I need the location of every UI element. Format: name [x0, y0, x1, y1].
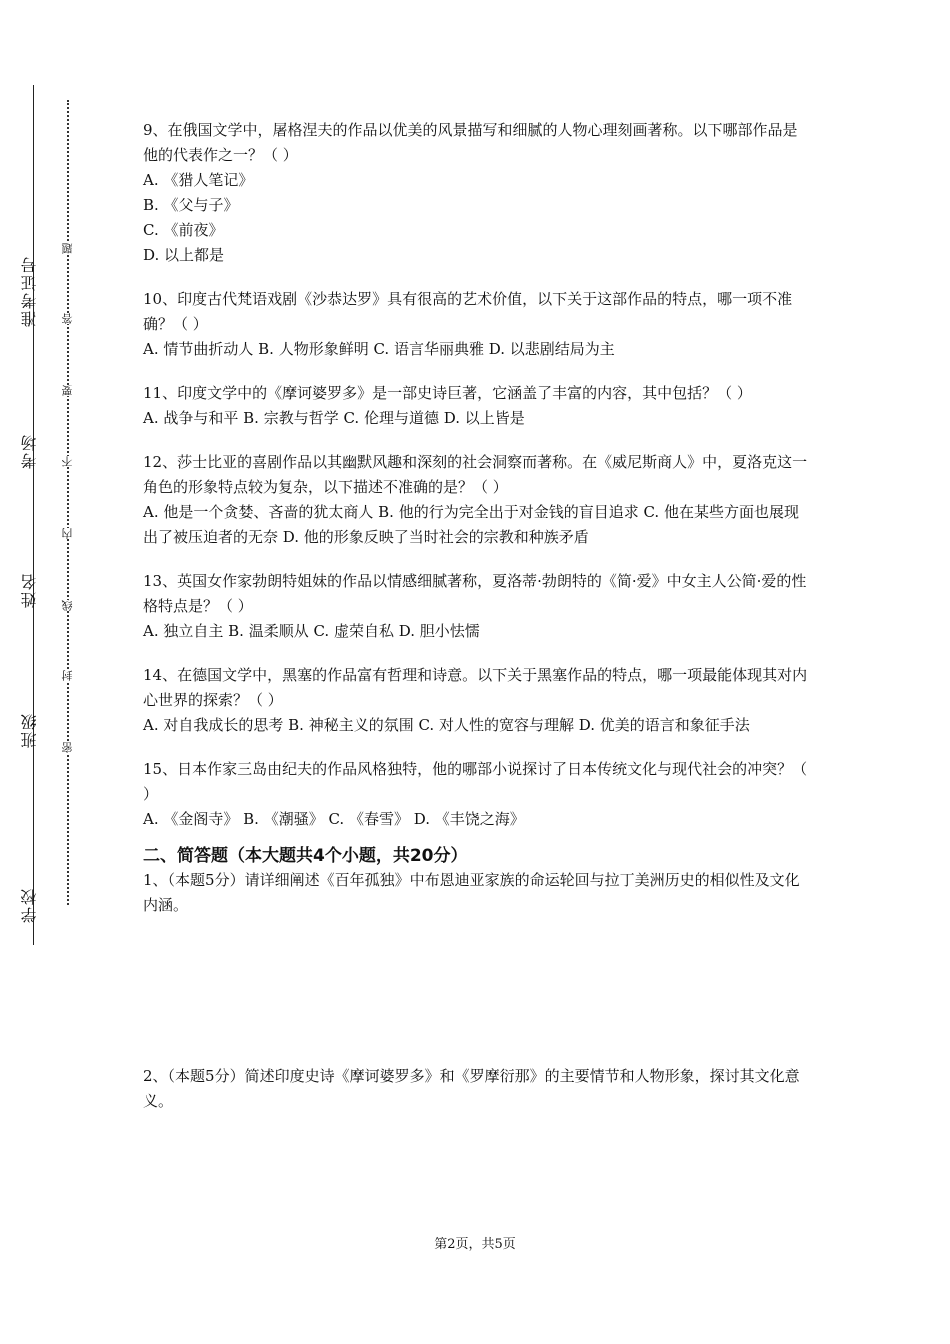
- question-14: [143, 663, 808, 738]
- question-text: 15、日本作家三岛由纪夫的作品风格独特，他的哪部小说探讨了日本传统文化与现代社会的冲突？（ ）: [143, 760, 808, 803]
- question-text: 10、印度古代梵语戏剧《沙恭达罗》具有很高的艺术价值，以下关于这部作品的特点，哪一项不准确？（ ）: [143, 290, 793, 333]
- page-number: 第2页，共5页: [434, 1237, 516, 1252]
- binding-margin: [0, 0, 74, 1344]
- exam-content: [143, 118, 808, 1114]
- question-10: [143, 287, 808, 362]
- label-exam-number: 准考证号: [20, 255, 39, 327]
- seal-char: 不: [61, 456, 74, 467]
- option-b: B. 《父与子》: [143, 196, 239, 214]
- question-11: [143, 381, 808, 431]
- options-line: A. 他是一个贪婪、吝啬的犹太商人 B. 他的行为完全出于对金钱的盲目追求 C. 他在某些方面也展现出了被压迫者的无奈 D. 他的形象反映了当时社会的宗教和种族矛盾: [143, 503, 799, 546]
- seal-char: 内: [61, 528, 74, 539]
- options-line: A. 对自我成长的思考 B. 神秘主义的氛围 C. 对人性的宽容与理解 D. 优美的语言和象征手法: [143, 716, 750, 734]
- question-9: [143, 118, 808, 268]
- options-line: A. 独立自主 B. 温柔顺从 C. 虚荣自私 D. 胆小怯懦: [143, 622, 480, 640]
- question-text: 9、在俄国文学中，屠格涅夫的作品以优美的风景描写和细腻的人物心理刻画著称。以下哪部作品是他的代表作之一？（ ）: [143, 121, 798, 164]
- label-name: 姓名: [20, 572, 39, 608]
- binding-dotted-line: [67, 100, 69, 905]
- seal-char: 答: [61, 313, 74, 324]
- section-title: 二、简答题（本大题共4个小题，共20分）: [143, 846, 468, 866]
- question-text: 14、在德国文学中，黑塞的作品富有哲理和诗意。以下关于黑塞作品的特点，哪一项最能体现其对内心世界的探索？（ ）: [143, 666, 808, 709]
- seal-char: 要: [61, 385, 74, 396]
- answer-space[interactable]: [143, 918, 808, 1064]
- options-line: A. 战争与和平 B. 宗教与哲学 C. 伦理与道德 D. 以上皆是: [143, 409, 525, 427]
- option-c: C. 《前夜》: [143, 221, 224, 239]
- seal-char: 题: [61, 243, 74, 254]
- short-answer-question-1: 1、（本题5分）请详细阐述《百年孤独》中布恩迪亚家族的命运轮回与拉丁美洲历史的相似性及文化内涵。: [143, 871, 800, 914]
- question-13: [143, 569, 808, 644]
- option-d: D. 以上都是: [143, 246, 225, 264]
- seal-char: 封: [61, 670, 74, 681]
- label-exam-room: 考场: [20, 433, 39, 469]
- question-text: 13、英国女作家勃朗特姐妹的作品以情感细腻著称，夏洛蒂·勃朗特的《简·爱》中女主人公简·爱的性格特点是？（ ）: [143, 572, 807, 615]
- options-line: A. 《金阁寺》 B. 《潮骚》 C. 《春雪》 D. 《丰饶之海》: [143, 810, 525, 828]
- label-class: 班级: [20, 712, 39, 748]
- question-12: [143, 450, 808, 550]
- options-line: A. 情节曲折动人 B. 人物形象鲜明 C. 语言华丽典雅 D. 以悲剧结局为主: [143, 340, 615, 358]
- binding-solid-line: [33, 85, 34, 945]
- seal-char: 密: [61, 742, 74, 753]
- option-a: A. 《猎人笔记》: [143, 171, 254, 189]
- short-answer-question-2: 2、（本题5分）简述印度史诗《摩诃婆罗多》和《罗摩衍那》的主要情节和人物形象，探讨其文化意义。: [143, 1067, 800, 1110]
- question-text: 11、印度文学中的《摩诃婆罗多》是一部史诗巨著，它涵盖了丰富的内容，其中包括？（ ）: [143, 384, 752, 402]
- question-text: 12、莎士比亚的喜剧作品以其幽默风趣和深刻的社会洞察而著称。在《威尼斯商人》中，夏洛克这一角色的形象特点较为复杂，以下描述不准确的是？（ ）: [143, 453, 808, 496]
- seal-char: 线: [61, 600, 74, 611]
- question-15: [143, 757, 808, 832]
- label-school: 学校: [20, 887, 39, 923]
